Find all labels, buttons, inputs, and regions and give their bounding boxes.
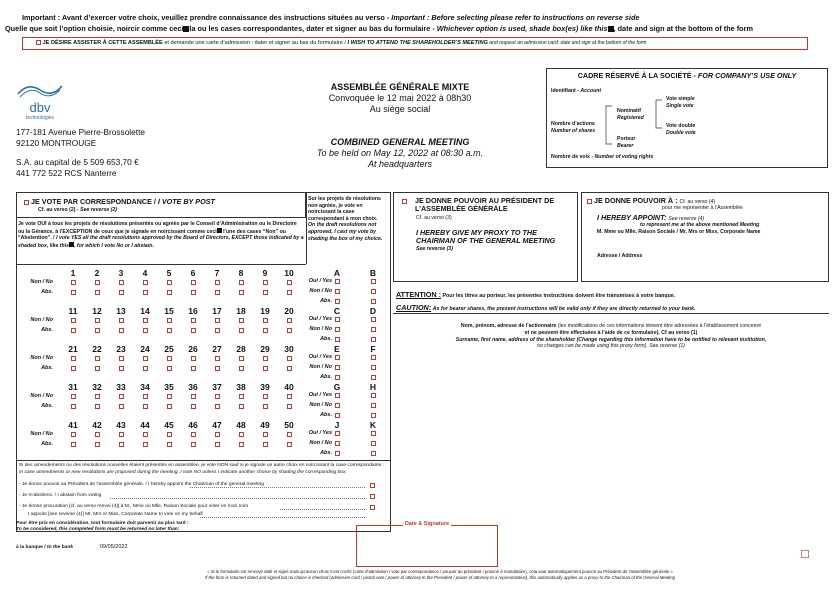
vote-non-checkbox[interactable] <box>143 394 148 399</box>
resolution-number: 4 <box>142 268 148 278</box>
resolution-number: 15 <box>164 306 174 316</box>
attend-checkbox[interactable] <box>36 40 41 45</box>
letter-resolution: G <box>333 382 341 392</box>
vote-non-checkbox[interactable] <box>263 318 268 323</box>
letter-row-label: Non / No <box>309 326 332 332</box>
letter-row-label: Abs. <box>320 336 332 342</box>
vote-non-checkbox[interactable] <box>239 432 244 437</box>
vote-non-checkbox[interactable] <box>143 356 148 361</box>
row-label-abs: Abs. <box>41 327 53 333</box>
letter-vote-non-checkbox[interactable] <box>371 403 376 408</box>
caution-note: CAUTION: As for bearer shares, the present instructions will be valid only if they are directly returned to your bank. <box>396 303 696 312</box>
meeting-info-en: COMBINED GENERAL MEETING To be held on May 12, 2022 at 08:30 a.m. At headquarters <box>316 137 484 169</box>
vote-non-checkbox[interactable] <box>119 394 124 399</box>
vote-abs-checkbox[interactable] <box>239 328 244 333</box>
vote-abs-checkbox[interactable] <box>167 404 172 409</box>
letter-resolution: A <box>333 268 341 278</box>
footer-note: « Si le formulaire est renvoyé daté et signé mais qu’aucun choix n’est coché (carte d’admission / vote par correspondance / pouvoir au président / pouvoir à mandataire), cela vaut automatiquement pouvoir au Président de l’assemblée générale » If the form is returned dated and signed but no choice is checked (admission card / postal vote / power of attorney to the President / power of attorney to a representative), this automatically applies as a proxy to the Chairman of the General Meeting <box>204 569 676 580</box>
letter-row-label: Abs. <box>320 412 332 418</box>
vote-non-checkbox[interactable] <box>263 394 268 399</box>
vote-non-checkbox[interactable] <box>239 280 244 285</box>
vote-simple-label: Vote simple Single vote <box>666 96 695 109</box>
nb-actions-label: Nombre d’actions Number of shares <box>551 121 596 134</box>
vote-abs-checkbox[interactable] <box>143 290 148 295</box>
resolution-number: 25 <box>164 344 174 354</box>
letter-row-label: Oui / Yes <box>308 354 332 360</box>
vote-non-checkbox[interactable] <box>71 394 76 399</box>
vote-abs-checkbox[interactable] <box>287 328 292 333</box>
company-legal: S.A. au capital de 5 509 653,70 € 441 772 522 RCS Nanterre <box>16 157 139 178</box>
letter-vote-non-checkbox[interactable] <box>371 289 376 294</box>
letter-resolution: C <box>333 306 341 316</box>
amend-opt3-label-en: I appoint [see reverse (4)] Mr, Mrs or Miss, Corporate Name to vote on my behalf <box>28 512 203 517</box>
amend-opt3-checkbox[interactable] <box>370 505 375 510</box>
vote-abs-checkbox[interactable] <box>119 328 124 333</box>
vote-abs-checkbox[interactable] <box>167 366 172 371</box>
vote-post-ref: Cf. au verso (2) - See reverse (2) <box>38 207 118 213</box>
vote-double-label: Vote double Double vote <box>666 123 696 136</box>
resolution-number: 7 <box>214 268 220 278</box>
amend-opt2-checkbox[interactable] <box>370 494 375 499</box>
vote-abs-checkbox[interactable] <box>191 404 196 409</box>
resolution-number: 23 <box>116 344 126 354</box>
vote-non-checkbox[interactable] <box>95 280 100 285</box>
vote-abs-checkbox[interactable] <box>119 366 124 371</box>
resolution-number: 28 <box>236 344 246 354</box>
letter-vote-non-checkbox[interactable] <box>335 327 340 332</box>
vote-non-checkbox[interactable] <box>191 356 196 361</box>
letter-vote-abs-checkbox[interactable] <box>371 413 376 418</box>
vote-non-checkbox[interactable] <box>263 432 268 437</box>
resolution-number: 19 <box>260 306 270 316</box>
vote-abs-checkbox[interactable] <box>71 442 76 447</box>
vote-non-checkbox[interactable] <box>167 280 172 285</box>
row-label-abs: Abs. <box>41 365 53 371</box>
vote-non-checkbox[interactable] <box>215 432 220 437</box>
letter-vote-non-checkbox[interactable] <box>335 365 340 370</box>
letter-row-label: Non / No <box>309 288 332 294</box>
letter-row-label: Non / No <box>309 440 332 446</box>
resolution-number: 40 <box>284 382 294 392</box>
letter-vote-non-checkbox[interactable] <box>335 289 340 294</box>
letter-vote-oui-checkbox[interactable] <box>371 279 376 284</box>
letter-resolution: K <box>369 420 377 430</box>
letter-vote-abs-checkbox[interactable] <box>335 451 340 456</box>
resolution-number: 17 <box>212 306 222 316</box>
vote-non-checkbox[interactable] <box>239 318 244 323</box>
letter-vote-abs-checkbox[interactable] <box>335 337 340 342</box>
vote-non-checkbox[interactable] <box>287 280 292 285</box>
amendments-instructions: Si des amendements ou des résolutions nouvelles étaient présentés en assemblée, je vote NON sauf si je signale un autre choix en noircissant la case correspondante : In case amendments or new resolutions are proposed during the meeting, I vote NO unless I indicate another choice by shading the corresponding box: <box>19 463 385 475</box>
vote-non-checkbox[interactable] <box>119 318 124 323</box>
row-label-abs: Abs. <box>41 403 53 409</box>
letter-vote-non-checkbox[interactable] <box>371 365 376 370</box>
resolution-number: 14 <box>140 306 150 316</box>
letter-row-label: Oui / Yes <box>308 278 332 284</box>
letter-vote-non-checkbox[interactable] <box>335 441 340 446</box>
vote-post-instructions: Je vote OUI à tous les projets de résolutions présentés ou agréés par le Conseil d’Administration ou le Directoire ou la Gérance, à l’EXCEPTION de ceux que je signale en noircissant comme ceci l’une des cases “Non” ou “Abstention”. / I vote YES all the draft resolutions approved by the Board of Directors, EXCEPT those indicated by a shaded box, like this , for which I vote No or I abstain. <box>18 221 304 249</box>
proxy-president-ref: Cf. au verso (3) <box>416 215 452 221</box>
vote-non-checkbox[interactable] <box>215 394 220 399</box>
nb-voix-label: Nombre de voix - Number of voting rights <box>551 154 654 160</box>
vote-abs-checkbox[interactable] <box>191 442 196 447</box>
resolution-number: 38 <box>236 382 246 392</box>
amend-dots-3 <box>280 509 365 510</box>
resolution-number: 35 <box>164 382 174 392</box>
resolution-number: 27 <box>212 344 222 354</box>
vote-abs-checkbox[interactable] <box>143 366 148 371</box>
resolution-number: 41 <box>68 420 78 430</box>
resolution-number: 21 <box>68 344 78 354</box>
vote-non-checkbox[interactable] <box>287 394 292 399</box>
vote-non-checkbox[interactable] <box>95 432 100 437</box>
vote-abs-checkbox[interactable] <box>263 442 268 447</box>
resolution-number: 10 <box>284 268 294 278</box>
vote-abs-checkbox[interactable] <box>119 404 124 409</box>
resolution-number: 50 <box>284 420 294 430</box>
letter-resolution: H <box>369 382 377 392</box>
resolution-number: 9 <box>262 268 268 278</box>
vote-abs-checkbox[interactable] <box>287 404 292 409</box>
letter-vote-oui-checkbox[interactable] <box>371 393 376 398</box>
letter-resolution: D <box>369 306 377 316</box>
vote-abs-checkbox[interactable] <box>263 366 268 371</box>
resolution-number: 3 <box>118 268 124 278</box>
vote-non-checkbox[interactable] <box>167 318 172 323</box>
vote-non-checkbox[interactable] <box>191 280 196 285</box>
letter-vote-abs-checkbox[interactable] <box>335 299 340 304</box>
shareholder-info: Nom, prénom, adresse de l’actionnaire (les modifications de ces informations doivent être adressées à l’établissement concerné et ne peuvent être effectuées à l’aide de ce formulaire). Cf au verso (1) Surname, first name, address of the shareholder (Change regarding this information have to be notified to relevant institution, no changes can be made using this proxy form). See reverse (1) <box>455 323 767 350</box>
meeting-info-fr: ASSEMBLÉE GÉNÉRALE MIXTE Convoquée le 12 mai 2022 à 08h30 Au siège social <box>328 82 472 114</box>
proxy-other-option[interactable]: JE DONNE POUVOIR À : Cf. au verso (4) <box>587 196 715 205</box>
vote-non-checkbox[interactable] <box>287 318 292 323</box>
resolution-number: 30 <box>284 344 294 354</box>
letter-vote-abs-checkbox[interactable] <box>371 299 376 304</box>
resolution-number: 45 <box>164 420 174 430</box>
resolution-number: 44 <box>140 420 150 430</box>
vote-non-checkbox[interactable] <box>215 280 220 285</box>
vote-post-checkbox[interactable] <box>24 200 29 205</box>
side-divider <box>306 192 307 264</box>
vote-non-checkbox[interactable] <box>191 318 196 323</box>
vote-post-option[interactable]: JE VOTE PAR CORRESPONDANCE / I VOTE BY POST <box>24 197 215 206</box>
vote-non-checkbox[interactable] <box>119 356 124 361</box>
vote-non-checkbox[interactable] <box>191 432 196 437</box>
letter-vote-oui-checkbox[interactable] <box>371 355 376 360</box>
amend-dots-4 <box>200 517 365 518</box>
vote-abs-checkbox[interactable] <box>167 290 172 295</box>
proxy-president-option[interactable]: JE DONNE POUVOIR AU PRÉSIDENT DE L’ASSEMBLÉE GÉNÉRALE <box>405 197 575 213</box>
resolution-number: 11 <box>68 306 78 316</box>
vote-abs-checkbox[interactable] <box>167 328 172 333</box>
company-use-box <box>546 68 828 168</box>
vote-abs-checkbox[interactable] <box>287 366 292 371</box>
vote-non-checkbox[interactable] <box>167 432 172 437</box>
vote-abs-checkbox[interactable] <box>239 290 244 295</box>
header-line-1: Important : Avant d’exercer votre choix, veuillez prendre connaissance des instructions situées au verso - Important : Before selecting please refer to instructions on reverse side <box>22 13 640 22</box>
vote-non-checkbox[interactable] <box>239 394 244 399</box>
proxy-president-en: I HEREBY GIVE MY PROXY TO THE CHAIRMAN OF THE GENERAL MEETING See reverse (3) <box>416 228 556 252</box>
vote-non-checkbox[interactable] <box>215 356 220 361</box>
vote-abs-checkbox[interactable] <box>95 366 100 371</box>
resolution-number: 1 <box>70 268 76 278</box>
row-label-non: Non / No <box>30 317 53 323</box>
resolution-number: 24 <box>140 344 150 354</box>
resolution-number: 42 <box>92 420 102 430</box>
letter-row-label: Oui / Yes <box>308 430 332 436</box>
resolution-number: 33 <box>116 382 126 392</box>
letter-resolution: E <box>334 344 340 354</box>
resolution-number: 18 <box>236 306 246 316</box>
vote-non-checkbox[interactable] <box>167 394 172 399</box>
vote-non-checkbox[interactable] <box>167 356 172 361</box>
vote-abs-checkbox[interactable] <box>239 404 244 409</box>
identifiant-label: Identifiant - Account <box>551 88 602 94</box>
vote-abs-checkbox[interactable] <box>191 366 196 371</box>
company-use-title: CADRE RÉSERVÉ À LA SOCIÉTÉ - FOR COMPANY’S USE ONLY <box>577 71 797 80</box>
vote-abs-checkbox[interactable] <box>263 404 268 409</box>
vote-abs-checkbox[interactable] <box>239 442 244 447</box>
vote-abs-checkbox[interactable] <box>143 328 148 333</box>
vote-non-checkbox[interactable] <box>191 394 196 399</box>
letter-resolution: F <box>370 344 376 354</box>
letter-vote-oui-checkbox[interactable] <box>335 393 340 398</box>
letter-vote-oui-checkbox[interactable] <box>371 431 376 436</box>
letter-vote-abs-checkbox[interactable] <box>371 451 376 456</box>
vote-abs-checkbox[interactable] <box>215 366 220 371</box>
resolution-number: 48 <box>236 420 246 430</box>
corner-box-icon: ☐ <box>800 549 810 561</box>
proxy-other-address-label: Adresse / Address <box>597 253 643 259</box>
vote-abs-checkbox[interactable] <box>95 290 100 295</box>
resolution-number: 2 <box>94 268 100 278</box>
resolution-number: 39 <box>260 382 270 392</box>
bracket-lines <box>600 96 670 146</box>
resolution-number: 5 <box>166 268 172 278</box>
letter-vote-abs-checkbox[interactable] <box>371 375 376 380</box>
proxy-other-checkbox[interactable] <box>587 199 592 204</box>
amend-dots-2 <box>110 498 365 499</box>
vote-non-checkbox[interactable] <box>143 318 148 323</box>
resolution-number: 12 <box>92 306 102 316</box>
resolution-number: 43 <box>116 420 126 430</box>
vote-non-checkbox[interactable] <box>287 432 292 437</box>
vote-non-checkbox[interactable] <box>71 432 76 437</box>
vote-abs-checkbox[interactable] <box>215 404 220 409</box>
vote-non-checkbox[interactable] <box>95 318 100 323</box>
letter-row-label: Abs. <box>320 298 332 304</box>
letter-row-label: Non / No <box>309 402 332 408</box>
resolution-number: 26 <box>188 344 198 354</box>
grid-top-rule <box>16 264 306 265</box>
row-label-non: Non / No <box>30 431 53 437</box>
proxy-president-checkbox[interactable] <box>402 199 407 204</box>
resolution-number: 36 <box>188 382 198 392</box>
letter-vote-oui-checkbox[interactable] <box>335 355 340 360</box>
vote-abs-checkbox[interactable] <box>95 442 100 447</box>
date-signature-label: Date & Signature <box>404 521 450 527</box>
bank-deadline: à la banque / to the bank <box>16 545 74 550</box>
vote-abs-checkbox[interactable] <box>239 366 244 371</box>
resolution-number: 49 <box>260 420 270 430</box>
company-address: 177-181 Avenue Pierre-Brossolette 92120 MONTROUGE <box>16 127 145 148</box>
letter-vote-abs-checkbox[interactable] <box>371 337 376 342</box>
letter-row-label: Oui / Yes <box>308 316 332 322</box>
company-logo: dbv technologies <box>14 80 66 120</box>
resolution-number: 13 <box>116 306 126 316</box>
letter-row-label: Non / No <box>309 364 332 370</box>
amend-opt3-label: - Je donne procuration [cf. au verso renvoi (4)] à M., Mme ou Mlle, Raison Sociale pour voter en mon nom <box>19 504 249 509</box>
vote-abs-checkbox[interactable] <box>143 442 148 447</box>
bank-date: 09/05/2022 <box>100 544 128 550</box>
vote-post-side-instructions: Sur les projets de résolutions non agréés, je vote en noircissant la case correspondant à mon choix. On the draft resolutions not approved, I cast my vote by shading the box of my choice. <box>308 196 383 242</box>
resolution-number: 34 <box>140 382 150 392</box>
vote-abs-checkbox[interactable] <box>119 442 124 447</box>
vote-non-checkbox[interactable] <box>71 356 76 361</box>
attend-option[interactable]: JE DÉSIRE ASSISTER À CETTE ASSEMBLÉE et demande une carte d’admission : dater et signer au bas du formulaire / I WISH TO ATTEND THE SHAREHOLDER’S MEETING and request an admission card: date and sign at the bottom of the form <box>36 40 646 46</box>
resolution-number: 6 <box>190 268 196 278</box>
header-line-2: Quelle que soit l’option choisie, noircir comme ceci la ou les cases correspondantes, dater et signer au bas du formulaire - Whichever option is used, shade box(es) like this , date and sign at the bottom of the form <box>5 24 753 33</box>
vote-abs-checkbox[interactable] <box>71 290 76 295</box>
vote-non-checkbox[interactable] <box>119 280 124 285</box>
vote-abs-checkbox[interactable] <box>71 328 76 333</box>
row-label-abs: Abs. <box>41 289 53 295</box>
vote-non-checkbox[interactable] <box>215 318 220 323</box>
vote-abs-checkbox[interactable] <box>143 404 148 409</box>
letter-vote-abs-checkbox[interactable] <box>335 413 340 418</box>
letter-vote-non-checkbox[interactable] <box>371 327 376 332</box>
attention-note: ATTENTION : Pour les titres au porteur, les présentes instructions doivent être transmises à votre banque. <box>396 290 676 299</box>
proxy-other-ref-en2: to represent me at the above mentioned Meeting <box>640 222 760 228</box>
amend-opt2-label: - Je m’abstiens. / I abstain from voting <box>19 493 102 498</box>
resolution-number: 20 <box>284 306 294 316</box>
vote-abs-checkbox[interactable] <box>95 404 100 409</box>
amend-opt1-checkbox[interactable] <box>370 483 375 488</box>
letter-row-label: Abs. <box>320 374 332 380</box>
amend-dots-1 <box>190 487 365 488</box>
vote-abs-checkbox[interactable] <box>287 442 292 447</box>
letter-vote-oui-checkbox[interactable] <box>335 279 340 284</box>
row-label-non: Non / No <box>30 393 53 399</box>
vote-non-checkbox[interactable] <box>143 432 148 437</box>
attention-rule <box>393 313 829 314</box>
vote-abs-checkbox[interactable] <box>191 328 196 333</box>
letter-resolution: J <box>334 420 340 430</box>
vote-non-checkbox[interactable] <box>95 356 100 361</box>
vote-non-checkbox[interactable] <box>263 356 268 361</box>
amend-rule <box>16 460 391 461</box>
vote-abs-checkbox[interactable] <box>71 366 76 371</box>
letter-vote-oui-checkbox[interactable] <box>335 431 340 436</box>
letter-row-label: Abs. <box>320 450 332 456</box>
vote-non-checkbox[interactable] <box>71 280 76 285</box>
porteur-label: Porteur Bearer <box>617 136 636 149</box>
resolution-number: 22 <box>92 344 102 354</box>
vote-abs-checkbox[interactable] <box>263 328 268 333</box>
vote-abs-checkbox[interactable] <box>95 328 100 333</box>
date-signature-box[interactable] <box>356 525 498 567</box>
proxy-other-name-label: M. Mme ou Mlle, Raison Sociale / Mr, Mrs or Miss, Corporate Name <box>597 229 761 235</box>
vote-non-checkbox[interactable] <box>239 356 244 361</box>
letter-row-label: Oui / Yes <box>308 392 332 398</box>
vote-non-checkbox[interactable] <box>143 280 148 285</box>
vote-abs-checkbox[interactable] <box>215 290 220 295</box>
row-label-abs: Abs. <box>41 441 53 447</box>
resolution-number: 46 <box>188 420 198 430</box>
vote-abs-checkbox[interactable] <box>119 290 124 295</box>
resolution-number: 47 <box>212 420 222 430</box>
letter-vote-non-checkbox[interactable] <box>335 403 340 408</box>
vote-non-checkbox[interactable] <box>287 356 292 361</box>
letter-vote-oui-checkbox[interactable] <box>371 317 376 322</box>
proxy-other-en: I HEREBY APPOINT: See reverse (4) <box>597 213 705 222</box>
vote-abs-checkbox[interactable] <box>71 404 76 409</box>
letter-vote-oui-checkbox[interactable] <box>335 317 340 322</box>
letter-vote-non-checkbox[interactable] <box>371 441 376 446</box>
nominatif-label: Nominatif Registered <box>617 108 644 121</box>
vote-non-checkbox[interactable] <box>95 394 100 399</box>
letter-vote-abs-checkbox[interactable] <box>335 375 340 380</box>
resolution-number: 29 <box>260 344 270 354</box>
vote-non-checkbox[interactable] <box>263 280 268 285</box>
vote-abs-checkbox[interactable] <box>215 328 220 333</box>
proxy-other-ref2: pour me représenter à l’Assemblée <box>662 205 743 211</box>
amend-opt1-label: - Je donne pouvoir au Président de l’assemblée générale. / I hereby appoint the Chairman of the general meeting <box>19 482 264 487</box>
row-label-non: Non / No <box>30 279 53 285</box>
vote-abs-checkbox[interactable] <box>191 290 196 295</box>
letter-resolution: B <box>369 268 377 278</box>
resolution-number: 8 <box>238 268 244 278</box>
row-label-non: Non / No <box>30 355 53 361</box>
resolution-number: 32 <box>92 382 102 392</box>
vote-non-checkbox[interactable] <box>119 432 124 437</box>
vote-abs-checkbox[interactable] <box>215 442 220 447</box>
vote-abs-checkbox[interactable] <box>263 290 268 295</box>
resolution-number: 37 <box>212 382 222 392</box>
resolution-number: 16 <box>188 306 198 316</box>
deadline-note: Pour être pris en considération, tout formulaire doit parvenir au plus tard : To be considered, this completed form must be returned no later than: <box>16 521 189 532</box>
vote-abs-checkbox[interactable] <box>287 290 292 295</box>
vote-abs-checkbox[interactable] <box>167 442 172 447</box>
vote-non-checkbox[interactable] <box>71 318 76 323</box>
resolution-number: 31 <box>68 382 78 392</box>
